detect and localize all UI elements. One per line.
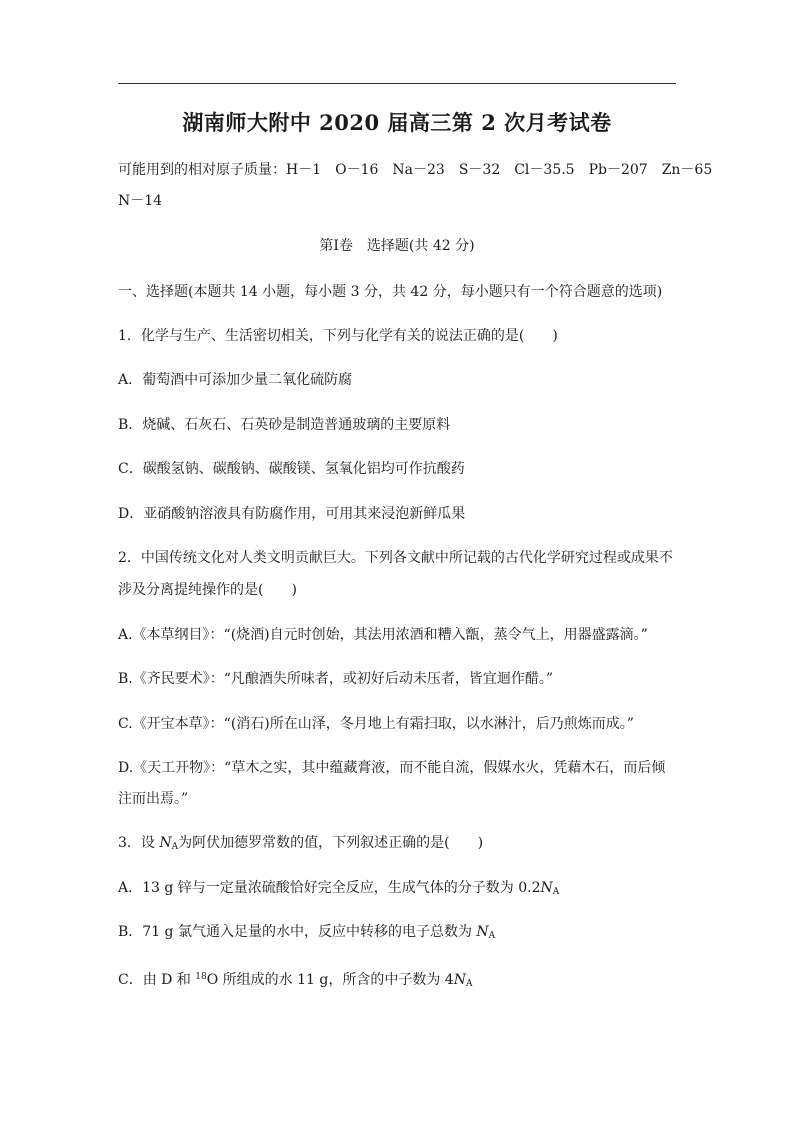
q1-option-c: C．碳酸氢钠、碳酸钠、碳酸镁、氢氧化铝均可作抗酸药 — [118, 461, 465, 477]
q3-option-b-text: B．71 g 氯气通入足量的水中，反应中转移的电子总数为 — [118, 924, 477, 940]
header-rule — [118, 83, 676, 84]
avogadro-symbol: N — [159, 835, 172, 851]
q2-option-d-line-2: 注而出焉。” — [118, 791, 189, 807]
q2-option-a: A.《本草纲目》：“(烧酒)自元时创始，其法用浓酒和糟入甑，蒸令气上，用器盛露滴。” — [118, 627, 648, 643]
q2-stem-line-2: 涉及分离提纯操作的是( ) — [118, 582, 297, 598]
atomic-mass-line-1: 可能用到的相对原子质量：H－1 O－16 Na－23 S－32 Cl－35.5 Pb－207 Zn－65 — [118, 162, 713, 178]
exam-title: 湖南师大附中 2020 届高三第 2 次月考试卷 — [182, 110, 612, 135]
avogadro-subscript: A — [552, 887, 560, 897]
q3-option-a-text: A．13 g 锌与一定量浓硫酸恰好完全反应，生成气体的分子数为 0.2 — [118, 880, 541, 896]
avogadro-symbol: N — [540, 880, 553, 896]
avogadro-symbol: N — [453, 972, 466, 988]
q1-stem: 1．化学与生产、生活密切相关，下列与化学有关的说法正确的是( ) — [118, 328, 558, 344]
avogadro-subscript: A — [171, 842, 179, 852]
avogadro-subscript: A — [465, 979, 473, 989]
q2-stem-line-1: 2．中国传统文化对人类文明贡献巨大。下列各文献中所记载的古代化学研究过程或成果不 — [118, 550, 673, 566]
q1-option-a: A．葡萄酒中可添加少量二氧化硫防腐 — [118, 372, 353, 388]
isotope-superscript: 18 — [195, 972, 207, 982]
q3-option-b — [118, 922, 495, 946]
q3-option-c-text: O 所组成的水 11 g，所含的中子数为 4 — [206, 972, 454, 988]
q2-option-b: B.《齐民要术》：“凡酿酒失所味者，或初好后动未压者，皆宜迴作醋。” — [118, 671, 554, 687]
q3-option-a — [118, 878, 559, 902]
q3-stem-prefix: 3．设 — [118, 835, 160, 851]
avogadro-subscript: A — [488, 931, 496, 941]
q3-stem — [118, 833, 483, 857]
q3-stem-text: 为阿伏加德罗常数的值，下列叙述正确的是( ) — [178, 835, 484, 851]
q1-option-b: B．烧碱、石灰石、石英砂是制造普通玻璃的主要原料 — [118, 417, 451, 433]
q3-option-c — [118, 967, 472, 994]
avogadro-symbol: N — [476, 924, 489, 940]
q2-option-c: C.《开宝本草》：“(消石)所在山泽，冬月地上有霜扫取，以水淋汁，后乃煎炼而成。” — [118, 716, 634, 732]
section-title: 第Ⅰ卷 选择题(共 42 分) — [319, 238, 475, 254]
section-instructions: 一、选择题(本题共 14 小题，每小题 3 分，共 42 分，每小题只有一个符合题意的选项) — [118, 284, 663, 300]
q3-option-c-prefix: C．由 D 和 — [118, 972, 196, 988]
q1-option-d: D．亚硝酸钠溶液具有防腐作用，可用其来浸泡新鲜瓜果 — [118, 506, 466, 522]
q2-option-d-line-1: D.《天工开物》：“草木之实，其中蕴藏膏液，而不能自流，假媒水火，凭藉木石，而后倾 — [118, 760, 666, 776]
atomic-mass-line-2: N－14 — [118, 193, 163, 209]
